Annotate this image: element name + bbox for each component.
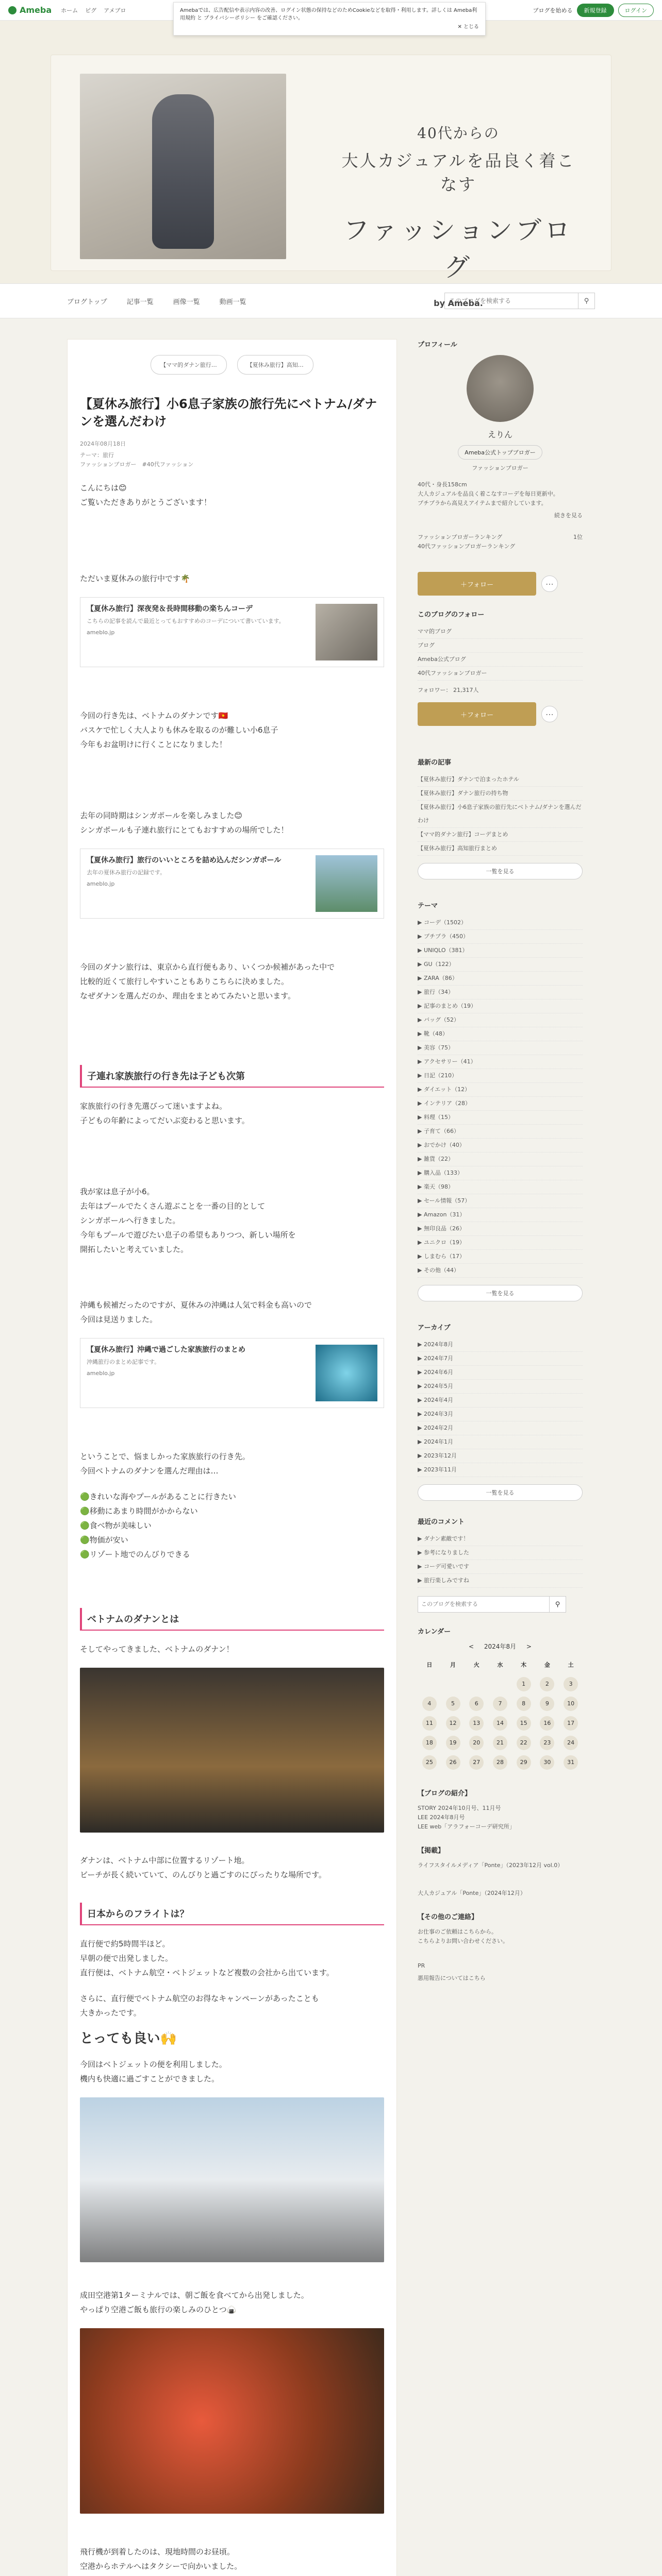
blog-intro-heading: 【ブログの紹介】 [418,1790,472,1798]
profile-name[interactable]: えりん [487,430,512,439]
archive-item[interactable]: ▶ 2024年5月 [418,1380,583,1394]
article-meta [80,439,384,448]
theme-item[interactable]: ▶ 料理（15） [418,1111,583,1125]
calendar-day[interactable]: 19 [441,1733,465,1753]
theme-item[interactable]: ▶ 無印良品（26） [418,1222,583,1236]
article-paragraph: 今回の行き先は、ベトナムのダナンです🇻🇳 バスケで忙しく大人よりも休みを取るのが難しい小6息子 今年もお盆明けに行くことになりました！ [80,711,278,749]
calendar-day[interactable]: 16 [536,1714,559,1733]
comments-heading: 最近のコメント [418,1518,465,1526]
header-line1: 40代からの [417,125,500,142]
theme-item[interactable]: ▶ Amazon（31） [418,1208,583,1222]
recent-item[interactable]: 【夏休み旅行】ダナンで泊まったホテル [418,773,583,787]
calendar-day [488,1674,512,1694]
article-body [80,481,384,2576]
top-nav-home[interactable]: ホーム [61,7,78,14]
ameba-logo[interactable]: Ameba [8,5,52,15]
ranking-value: 1位 [573,534,583,540]
theme-item[interactable]: ▶ 記事のまとめ（19） [418,999,583,1013]
theme-item[interactable]: ▶ その他（44） [418,1264,583,1278]
article-paragraph: 沖縄も候補だったのですが、夏休みの沖縄は人気で料金も高いので 今回は見送りました。 [80,1300,312,1324]
following-heading: このブログのフォロー [418,611,485,619]
recent-list-button[interactable]: 一覧を見る [418,863,583,879]
airport-meal-photo [80,2328,384,2514]
recent-item[interactable]: 【夏休み旅行】高知旅行まとめ [418,842,583,856]
header-by: by Ameba. [434,298,483,308]
ranking [418,533,583,551]
theme-item[interactable]: ▶ ZARA（86） [418,972,583,986]
calendar-day [441,1674,465,1694]
article-hashtags[interactable]: ファッションブロガー #40代ファッション [80,461,194,468]
following-item[interactable]: 40代ファッションブロガー [418,667,583,681]
archive-list-button[interactable]: 一覧を見る [418,1484,583,1501]
calendar-day[interactable]: 14 [488,1714,512,1733]
archive-item[interactable]: ▶ 2024年6月 [418,1366,583,1380]
prev-article-link[interactable]: 【ママ的ダナン旅行… [151,355,226,375]
article-paragraph: 去年の同時期はシンガポールを楽しみました😊 シンガポールも子連れ旅行にとてもおすすめの場所でした！ [80,811,289,835]
calendar-day[interactable]: 13 [465,1714,488,1733]
calendar-prev-icon[interactable]: < [469,1643,474,1650]
link-card-site: ameblo.jp [87,880,115,887]
article-date: 2024年08月18日 [80,440,126,447]
article-paragraph: 今回のダナン旅行は、東京から直行便もあり、いくつか候補があった中で 比較的近くて旅行しやすいこともありこちらに決めました。 なぜダナンを選んだのか、理由をまとめてみたいと思います。 [80,962,335,1001]
search-icon[interactable]: ⚲ [550,1596,566,1613]
archive-item[interactable]: ▶ 2023年11月 [418,1463,583,1477]
calendar-day[interactable]: 30 [536,1753,559,1772]
calendar-day[interactable]: 24 [559,1733,583,1753]
theme-item[interactable]: ▶ 旅行（34） [418,986,583,999]
calendar-day [418,1674,441,1694]
calendar-day[interactable]: 20 [465,1733,488,1753]
following-item[interactable]: ママ的ブログ [418,625,583,639]
calendar-month: 2024年8月 [484,1643,517,1650]
calendar-day[interactable]: 15 [512,1714,536,1733]
link-card-site: ameblo.jp [87,1370,115,1377]
article-paragraph: ただいま夏休みの旅行中です🌴 [80,574,190,583]
subnav-image-list[interactable]: 画像一覧 [173,298,200,306]
header-photo [80,74,286,259]
archive-item[interactable]: ▶ 2024年7月 [418,1352,583,1366]
comment-item[interactable]: ▶ ダナン素敵です！ [418,1532,583,1546]
link-card[interactable] [80,1338,384,1408]
calendar-weekday: 水 [497,1662,503,1668]
section-heading: 子連れ家族旅行の行き先は子ども次第 [80,1065,384,1088]
danang-airport-photo [80,1668,384,1833]
link-card-title: 【夏休み旅行】深夜発＆長時間移動の楽ちんコーデ [87,605,253,613]
report-link[interactable]: 悪用報告についてはこちら [418,1975,486,1981]
more-icon[interactable]: ⋯ [541,575,558,592]
comment-item[interactable]: ▶ 参考になりました [418,1546,583,1560]
archive-heading: アーカイブ [418,1324,451,1332]
link-card-summary: 去年の夏休み旅行の記録です。 [87,869,166,876]
article-paragraph: さらに、直行便でベトナム航空のお得なキャンペーンがあったことも 大きかったです。 [80,1994,319,2018]
article-paragraph: 成田空港第1ターミナルでは、朝ご飯を食べてから出発しました。 やっぱり空港ご飯も旅行の楽しみのひとつ🍙 [80,2291,309,2314]
calendar-weekday: 日 [426,1662,433,1668]
theme-list [418,916,583,1278]
archive-list [418,1338,583,1477]
theme-heading: テーマ [418,902,438,910]
profile-read-more-link[interactable]: 続きを見る [554,512,583,519]
link-card-summary: こちらの記事を読んで最近とってもおすすめのコーデについて書いています。 [87,618,285,624]
calendar-day[interactable]: 21 [488,1733,512,1753]
article-paragraph: 我が家は息子が小6。 去年はプールでたくさん遊ぶことを一番の目的として シンガポールへ行きました。 今年もプールで遊びたい息子の希望もありつつ、新しい場所を 開拓したいと考えていました。 [80,1187,296,1254]
calendar-day[interactable]: 25 [418,1753,441,1772]
info-heading: 【掲載】 [418,1847,445,1855]
avatar[interactable] [467,355,534,422]
link-card-summary: 沖縄旅行のまとめ記事です。 [87,1359,160,1365]
archive-item[interactable]: ▶ 2024年2月 [418,1421,583,1435]
big-text: とっても良い🙌 [80,2031,177,2046]
calendar-day[interactable]: 17 [559,1714,583,1733]
comment-item[interactable]: ▶ コーデ可愛いです [418,1560,583,1574]
calendar-heading: カレンダー [418,1628,451,1636]
header-line2: 大人カジュアルを品良く着こなす [341,151,575,194]
pr-heading: 【その他のご連絡】 [418,1913,478,1921]
link-card[interactable] [80,849,384,919]
profile-card [418,355,583,473]
cookie-close-button[interactable]: ✕ とじる [457,24,479,30]
theme-item[interactable]: ▶ セール情報（57） [418,1194,583,1208]
pr-text: お仕事のご依頼はこちらから。 こちらよりお問い合わせください。 [418,1928,508,1944]
theme-item[interactable]: ▶ 靴（48） [418,1027,583,1041]
article-paragraph: ダナンは、ベトナム中部に位置するリゾート地。 ビーチが長く続いていて、のんびりと過ごすのにぴったりな場所です。 [80,1856,326,1879]
cookie-banner [173,2,486,36]
link-card-title: 【夏休み旅行】沖縄で過ごした家族旅行のまとめ [87,1346,245,1354]
recent-list [418,773,583,856]
archive-item[interactable]: ▶ 2024年4月 [418,1394,583,1408]
cookie-text: Amebaでは、広告配信や表示内容の改善、ログイン状態の保持などのためCookieなどを取得・利用します。詳しくは Ameba利用規約 と プライバシーポリシー をご確認ください。 [180,8,477,21]
calendar-day[interactable]: 28 [488,1753,512,1772]
article-theme[interactable]: テーマ：旅行 [80,452,114,459]
archive-item[interactable]: ▶ 2024年3月 [418,1408,583,1421]
top-bar [0,0,662,30]
following-item[interactable]: Ameba公式ブログ [418,653,583,667]
follower-value: 21,317人 [453,687,479,693]
register-button[interactable]: 新規登録 [577,4,614,17]
profile-role: ファッションブロガー [472,465,528,471]
calendar [418,1642,583,1772]
calendar-day[interactable]: 23 [536,1733,559,1753]
theme-item[interactable]: ▶ バッグ（52） [418,1013,583,1027]
article-title: 【夏休み旅行】小6息子家族の旅行先にベトナム/ダナンを選んだわけ [80,397,377,429]
section-heading: ベトナムのダナンとは [80,1608,384,1631]
calendar-day[interactable]: 2 [536,1674,559,1694]
article-paragraph: 家族旅行の行き先選びって迷いますよね。 子どもの年齢によってだいぶ変わると思います。 [80,1101,250,1125]
theme-item[interactable]: ▶ 楽天（98） [418,1180,583,1194]
article-paragraph: こんにちは😊 ご覧いただきありがとうございます！ [80,483,212,507]
top-nav [61,6,126,14]
link-card-thumbnail [316,604,377,660]
theme-list-button[interactable]: 一覧を見る [418,1285,583,1301]
follower-count: フォロワー： 21,317人 [418,687,479,693]
subnav-article-list[interactable]: 記事一覧 [126,298,154,306]
theme-item[interactable]: ▶ 美容（75） [418,1041,583,1055]
header-text [340,122,577,308]
more-icon[interactable]: ⋯ [541,706,558,722]
theme-item[interactable]: ▶ UNIQLO（381） [418,944,583,958]
article-paragraph: 飛行機が到着したのは、現地時間のお昼頃。 空港からホテルへはタクシーで向かいました。 [80,2547,242,2571]
footer-pr: PR [418,1962,425,1969]
calendar-day[interactable]: 22 [512,1733,536,1753]
link-card-site: ameblo.jp [87,629,115,636]
recent-item[interactable]: 【夏休み旅行】小6息子家族の旅行先にベトナム/ダナンを選んだわけ [418,801,583,828]
article-pager [80,355,384,375]
calendar-weekday: 火 [473,1662,479,1668]
link-card-thumbnail [316,855,377,912]
calendar-day[interactable]: 4 [418,1694,441,1714]
top-nav-ameblo[interactable]: アメブロ [104,7,126,14]
article [67,339,397,2576]
comment-item[interactable]: ▶ 旅行楽しみですね [418,1574,583,1588]
next-article-link[interactable]: 【夏休み旅行】高知… [237,355,313,375]
theme-item[interactable]: ▶ 日記（210） [418,1069,583,1083]
calendar-day[interactable]: 27 [465,1753,488,1772]
calendar-day[interactable]: 8 [512,1694,536,1714]
theme-item[interactable]: ▶ プチプラ（450） [418,930,583,944]
calendar-day [465,1674,488,1694]
article-tags [80,451,384,469]
theme-item[interactable]: ▶ 購入品（133） [418,1166,583,1180]
calendar-day[interactable]: 7 [488,1694,512,1714]
follower-label: フォロワー [418,687,446,693]
following-item[interactable]: ブログ [418,639,583,653]
theme-item[interactable]: ▶ アクセサリー（41） [418,1055,583,1069]
calendar-weekday: 月 [450,1662,456,1668]
subnav-video-list[interactable]: 動画一覧 [219,298,246,306]
calendar-weekday: 木 [521,1662,527,1668]
sidebar-search-input[interactable] [418,1596,550,1613]
calendar-day[interactable]: 29 [512,1753,536,1772]
official-badge[interactable]: Ameba公式トップブロガー [458,445,542,460]
comments-list [418,1532,583,1588]
archive-item[interactable]: ▶ 2024年1月 [418,1435,583,1449]
calendar-day[interactable]: 26 [441,1753,465,1772]
article-paragraph: 直行便で約5時間半ほど。 早朝の便で出発しました。 直行便は、ベトナム航空・ベトジェットなど複数の会社から出ています。 [80,1939,334,1977]
profile-description: 40代・身長158cm 大人カジュアルを品良く着こなすコーデを毎日更新中。 プチプラから高見えアイテムまで紹介しています。 [418,481,559,506]
subnav-blog-top[interactable]: ブログトップ [67,298,107,306]
calendar-day[interactable]: 1 [512,1674,536,1694]
link-card-title: 【夏休み旅行】旅行のいいところを詰め込んだシンガポール [87,856,282,865]
theme-item[interactable]: ▶ ダイエット（12） [418,1083,583,1097]
theme-item[interactable]: ▶ インテリア（28） [418,1097,583,1111]
link-card-thumbnail [316,1345,377,1401]
follow-button-2[interactable]: ＋フォロー [418,702,536,726]
recent-heading: 最新の記事 [418,759,452,767]
calendar-next-icon[interactable]: > [526,1643,532,1650]
blog-start-link[interactable]: ブログを始める [533,7,573,14]
login-button[interactable]: ログイン [618,4,654,17]
theme-item[interactable]: ▶ おでかけ（40） [418,1139,583,1153]
calendar-day[interactable]: 6 [465,1694,488,1714]
theme-item[interactable]: ▶ 子育て（66） [418,1125,583,1139]
theme-item[interactable]: ▶ ユニクロ（19） [418,1236,583,1250]
theme-item[interactable]: ▶ しまむら（17） [418,1250,583,1264]
calendar-day[interactable]: 5 [441,1694,465,1714]
search-icon[interactable]: ⚲ [578,293,595,309]
recent-item[interactable]: 【夏休み旅行】ダナン旅行の持ち物 [418,787,583,801]
recent-item[interactable]: 【ママ的ダナン旅行】コーデまとめ [418,828,583,842]
follow-button[interactable]: ＋フォロー [418,572,536,596]
theme-item[interactable]: ▶ 雑貨（22） [418,1153,583,1166]
calendar-day[interactable]: 12 [441,1714,465,1733]
article-paragraph: 今回はベトジェットの便を利用しました。 機内も快適に過ごすことができました。 [80,2060,227,2083]
link-card[interactable] [80,597,384,667]
blog-intro-text: STORY 2024年10月号、11月号 LEE 2024年8月号 LEE web「アラフォーコーデ研究所」 [418,1805,515,1830]
article-paragraph: 🟢きれいな海やプールがあることに行きたい 🟢移動にあまり時間がかからない 🟢食べ物が美味しい 🟢物価が安い 🟢リゾート地でのんびりできる [80,1492,236,1559]
following-list [418,625,583,681]
header-person-figure [152,94,214,249]
article-paragraph: そしてやってきました、ベトナムのダナン！ [80,1645,234,1654]
article-paragraph: ということで、悩ましかった家族旅行の行き先。 今回ベトナムのダナンを選んだ理由は… [80,1452,250,1476]
archive-item[interactable]: ▶ 2024年8月 [418,1338,583,1352]
ranking-title[interactable]: ファッションブロガーランキング [418,534,503,540]
section-heading: 日本からのフライトは？ [80,1903,384,1925]
archive-item[interactable]: ▶ 2023年12月 [418,1449,583,1463]
header-line3: ファッションブログ [343,215,573,282]
calendar-day[interactable]: 10 [559,1694,583,1714]
top-nav-pigg[interactable]: ピグ [85,7,97,14]
sidebar-search [418,1596,583,1613]
calendar-day[interactable]: 3 [559,1674,583,1694]
ameba-logo-icon [8,6,16,14]
calendar-weekday: 金 [544,1662,550,1668]
ranking-subtitle: 40代ファッションブロガーランキング [418,543,516,550]
calendar-weekday: 土 [568,1662,574,1668]
theme-item[interactable]: ▶ コーデ（1502） [418,916,583,930]
sidebar [418,339,583,2576]
info-text: ライフスタイルメディア「Ponte」（2023年12月 vol.0） 大人カジュアル「Ponte」（2024年12月） [418,1862,564,1896]
calendar-day[interactable]: 31 [559,1753,583,1772]
theme-item[interactable]: ▶ GU（122） [418,958,583,972]
calendar-day[interactable]: 18 [418,1733,441,1753]
calendar-day[interactable]: 11 [418,1714,441,1733]
airplane-photo [80,2097,384,2262]
calendar-day[interactable]: 9 [536,1694,559,1714]
profile-heading: プロフィール [418,341,457,349]
